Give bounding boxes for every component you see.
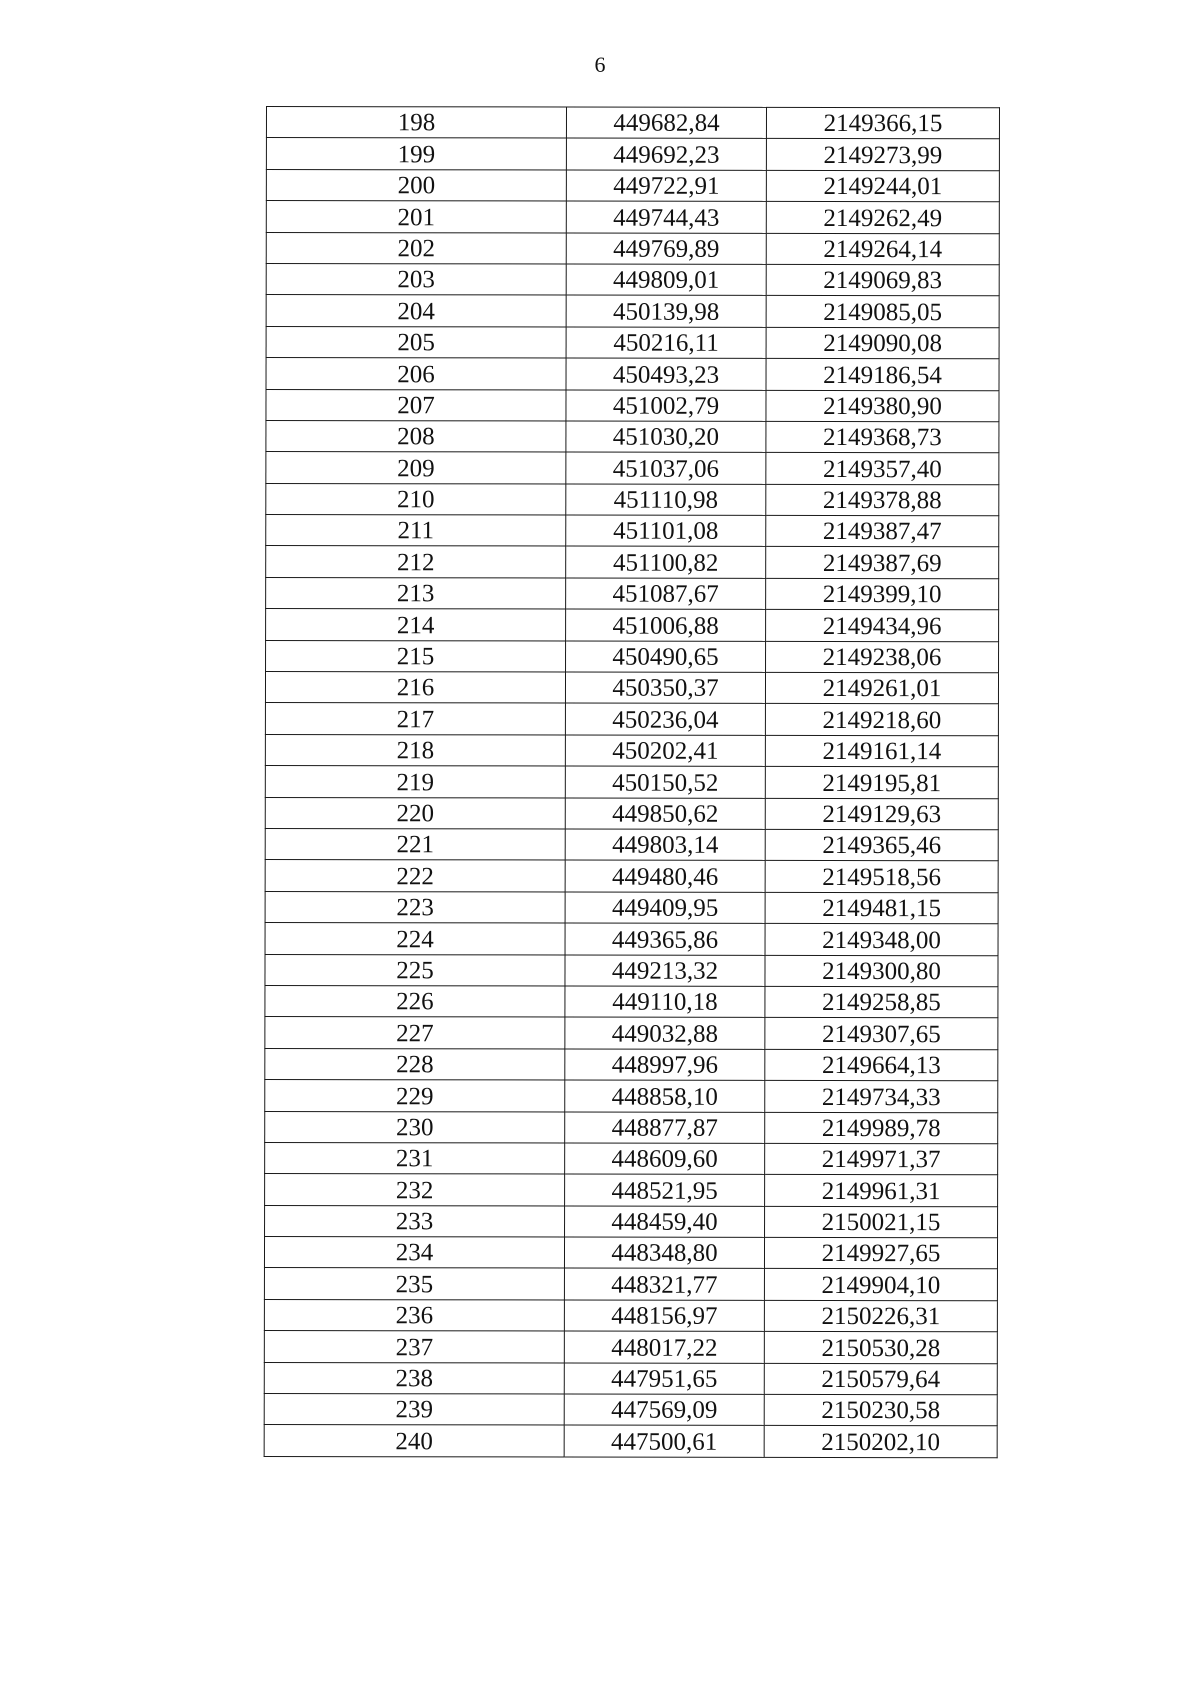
table-row (265, 828, 998, 861)
table-row (266, 577, 999, 610)
y-coordinate-cell: 2150021,15 (765, 1206, 998, 1238)
x-coordinate-cell: 449213,32 (565, 955, 765, 987)
point-number-cell: 224 (265, 923, 565, 955)
x-coordinate-cell: 450490,65 (566, 641, 766, 673)
point-number-cell: 218 (265, 734, 565, 766)
x-coordinate-cell: 448609,60 (565, 1143, 765, 1175)
y-coordinate-cell: 2149264,14 (766, 233, 999, 265)
y-coordinate-cell: 2149365,46 (765, 829, 998, 861)
x-coordinate-cell: 449744,43 (566, 201, 766, 233)
point-number-cell: 232 (265, 1174, 565, 1206)
y-coordinate-cell: 2149261,01 (765, 672, 998, 704)
x-coordinate-cell: 451110,98 (566, 484, 766, 516)
y-coordinate-cell: 2149262,49 (766, 202, 999, 234)
coordinates-table (264, 106, 1000, 1458)
point-number-cell: 228 (265, 1048, 565, 1080)
x-coordinate-cell: 449682,84 (566, 107, 766, 139)
y-coordinate-cell: 2149368,73 (766, 421, 999, 453)
point-number-cell: 199 (266, 138, 566, 170)
y-coordinate-cell: 2149238,06 (766, 641, 999, 673)
y-coordinate-cell: 2149129,63 (765, 798, 998, 830)
point-number-cell: 240 (264, 1425, 564, 1457)
y-coordinate-cell: 2149904,10 (764, 1269, 997, 1301)
table-row (264, 1299, 997, 1332)
point-number-cell: 221 (265, 828, 565, 860)
y-coordinate-cell: 2150230,58 (764, 1394, 997, 1426)
x-coordinate-cell: 447951,65 (564, 1363, 764, 1395)
y-coordinate-cell: 2149989,78 (765, 1112, 998, 1144)
table-row (264, 1331, 997, 1364)
point-number-cell: 209 (266, 452, 566, 484)
y-coordinate-cell: 2149258,85 (765, 986, 998, 1018)
point-number-cell: 198 (266, 107, 566, 139)
page-number: 6 (594, 52, 606, 77)
y-coordinate-cell: 2149307,65 (765, 1018, 998, 1050)
x-coordinate-cell: 448321,77 (564, 1268, 764, 1300)
table-row (265, 923, 998, 956)
table-row (264, 1425, 997, 1458)
x-coordinate-cell: 450493,23 (566, 358, 766, 390)
table-row (265, 1111, 998, 1144)
x-coordinate-cell: 451002,79 (566, 390, 766, 422)
y-coordinate-cell: 2149069,83 (766, 264, 999, 296)
y-coordinate-cell: 2149380,90 (766, 390, 999, 422)
y-coordinate-cell: 2149734,33 (765, 1080, 998, 1112)
point-number-cell: 230 (265, 1111, 565, 1143)
y-coordinate-cell: 2149961,31 (765, 1175, 998, 1207)
x-coordinate-cell: 450216,11 (566, 327, 766, 359)
y-coordinate-cell: 2149085,05 (766, 296, 999, 328)
table-row (265, 891, 998, 924)
x-coordinate-cell: 447500,61 (564, 1425, 764, 1457)
x-coordinate-cell: 449480,46 (565, 860, 765, 892)
x-coordinate-cell: 449803,14 (565, 829, 765, 861)
x-coordinate-cell: 449850,62 (565, 798, 765, 830)
point-number-cell: 219 (265, 766, 565, 798)
table-row (266, 169, 999, 202)
table-row (265, 1048, 998, 1081)
table-row (264, 1268, 997, 1301)
x-coordinate-cell: 450150,52 (565, 766, 765, 798)
y-coordinate-cell: 2149348,00 (765, 924, 998, 956)
point-number-cell: 237 (264, 1331, 564, 1363)
x-coordinate-cell: 451006,88 (566, 609, 766, 641)
y-coordinate-cell: 2149195,81 (765, 767, 998, 799)
point-number-cell: 202 (266, 232, 566, 264)
x-coordinate-cell: 447569,09 (564, 1394, 764, 1426)
table-row (266, 420, 999, 453)
table-row (264, 1237, 997, 1270)
table-row (266, 107, 999, 140)
table-row (264, 1362, 997, 1395)
table-row (265, 1174, 998, 1207)
point-number-cell: 233 (265, 1205, 565, 1237)
point-number-cell: 211 (266, 515, 566, 547)
x-coordinate-cell: 448459,40 (565, 1206, 765, 1238)
x-coordinate-cell: 450236,04 (565, 703, 765, 735)
point-number-cell: 215 (266, 640, 566, 672)
table-row (265, 1142, 998, 1175)
point-number-cell: 236 (264, 1299, 564, 1331)
table-row (265, 797, 998, 830)
table-row (265, 860, 998, 893)
table-row (265, 1205, 998, 1238)
table-row (266, 515, 999, 548)
y-coordinate-cell: 2149273,99 (766, 139, 999, 171)
table-row (266, 640, 999, 673)
point-number-cell: 234 (264, 1237, 564, 1269)
table-row (266, 389, 999, 422)
coordinates-table-wrapper (264, 106, 999, 1458)
point-number-cell: 235 (264, 1268, 564, 1300)
point-number-cell: 229 (265, 1080, 565, 1112)
y-coordinate-cell: 2149387,69 (766, 547, 999, 579)
table-row (266, 452, 999, 485)
y-coordinate-cell: 2149434,96 (766, 610, 999, 642)
y-coordinate-cell: 2150226,31 (764, 1300, 997, 1332)
coordinates-table-body (264, 107, 999, 1458)
table-row (265, 985, 998, 1018)
x-coordinate-cell: 449692,23 (566, 138, 766, 170)
point-number-cell: 239 (264, 1394, 564, 1426)
y-coordinate-cell: 2149218,60 (765, 704, 998, 736)
point-number-cell: 210 (266, 483, 566, 515)
table-row (266, 326, 999, 359)
table-row (266, 232, 999, 265)
x-coordinate-cell: 451037,06 (566, 452, 766, 484)
point-number-cell: 217 (265, 703, 565, 735)
y-coordinate-cell: 2150579,64 (764, 1363, 997, 1395)
x-coordinate-cell: 449809,01 (566, 264, 766, 296)
y-coordinate-cell: 2150530,28 (764, 1332, 997, 1364)
y-coordinate-cell: 2149300,80 (765, 955, 998, 987)
point-number-cell: 216 (265, 672, 565, 704)
point-number-cell: 225 (265, 954, 565, 986)
table-row (266, 546, 999, 579)
table-row (265, 766, 998, 799)
table-row (266, 358, 999, 391)
y-coordinate-cell: 2149378,88 (766, 484, 999, 516)
table-row (264, 1394, 997, 1427)
point-number-cell: 238 (264, 1362, 564, 1394)
table-row (265, 1080, 998, 1113)
y-coordinate-cell: 2150202,10 (764, 1426, 997, 1458)
x-coordinate-cell: 451101,08 (566, 515, 766, 547)
table-row (266, 609, 999, 642)
point-number-cell: 203 (266, 263, 566, 295)
point-number-cell: 207 (266, 389, 566, 421)
point-number-cell: 214 (266, 609, 566, 641)
x-coordinate-cell: 449365,86 (565, 923, 765, 955)
y-coordinate-cell: 2149161,14 (765, 735, 998, 767)
y-coordinate-cell: 2149518,56 (765, 861, 998, 893)
y-coordinate-cell: 2149664,13 (765, 1049, 998, 1081)
x-coordinate-cell: 448521,95 (565, 1174, 765, 1206)
point-number-cell: 231 (265, 1142, 565, 1174)
point-number-cell: 200 (266, 169, 566, 201)
x-coordinate-cell: 449409,95 (565, 892, 765, 924)
table-row (266, 483, 999, 516)
table-row (266, 263, 999, 296)
point-number-cell: 223 (265, 891, 565, 923)
table-row (265, 703, 998, 736)
y-coordinate-cell: 2149366,15 (766, 107, 999, 139)
table-row (265, 954, 998, 987)
x-coordinate-cell: 450139,98 (566, 295, 766, 327)
x-coordinate-cell: 451030,20 (566, 421, 766, 453)
point-number-cell: 220 (265, 797, 565, 829)
point-number-cell: 222 (265, 860, 565, 892)
point-number-cell: 208 (266, 420, 566, 452)
x-coordinate-cell: 448017,22 (564, 1331, 764, 1363)
table-row (266, 201, 999, 234)
point-number-cell: 206 (266, 358, 566, 390)
table-row (266, 295, 999, 328)
point-number-cell: 212 (266, 546, 566, 578)
x-coordinate-cell: 448348,80 (564, 1237, 764, 1269)
y-coordinate-cell: 2149399,10 (766, 578, 999, 610)
x-coordinate-cell: 450202,41 (565, 735, 765, 767)
x-coordinate-cell: 448997,96 (565, 1049, 765, 1081)
y-coordinate-cell: 2149927,65 (764, 1237, 997, 1269)
x-coordinate-cell: 449722,91 (566, 170, 766, 202)
x-coordinate-cell: 448858,10 (565, 1080, 765, 1112)
x-coordinate-cell: 449769,89 (566, 233, 766, 265)
y-coordinate-cell: 2149186,54 (766, 358, 999, 390)
x-coordinate-cell: 450350,37 (565, 672, 765, 704)
x-coordinate-cell: 451100,82 (566, 546, 766, 578)
point-number-cell: 226 (265, 985, 565, 1017)
point-number-cell: 205 (266, 326, 566, 358)
point-number-cell: 204 (266, 295, 566, 327)
table-row (266, 138, 999, 171)
y-coordinate-cell: 2149387,47 (766, 515, 999, 547)
x-coordinate-cell: 451087,67 (566, 578, 766, 610)
x-coordinate-cell: 448877,87 (565, 1112, 765, 1144)
point-number-cell: 227 (265, 1017, 565, 1049)
table-row (265, 672, 998, 705)
table-row (265, 734, 998, 767)
y-coordinate-cell: 2149971,37 (765, 1143, 998, 1175)
table-row (265, 1017, 998, 1050)
y-coordinate-cell: 2149244,01 (766, 170, 999, 202)
y-coordinate-cell: 2149090,08 (766, 327, 999, 359)
y-coordinate-cell: 2149481,15 (765, 892, 998, 924)
y-coordinate-cell: 2149357,40 (766, 453, 999, 485)
x-coordinate-cell: 449032,88 (565, 1017, 765, 1049)
point-number-cell: 213 (266, 577, 566, 609)
x-coordinate-cell: 448156,97 (564, 1300, 764, 1332)
point-number-cell: 201 (266, 201, 566, 233)
x-coordinate-cell: 449110,18 (565, 986, 765, 1018)
